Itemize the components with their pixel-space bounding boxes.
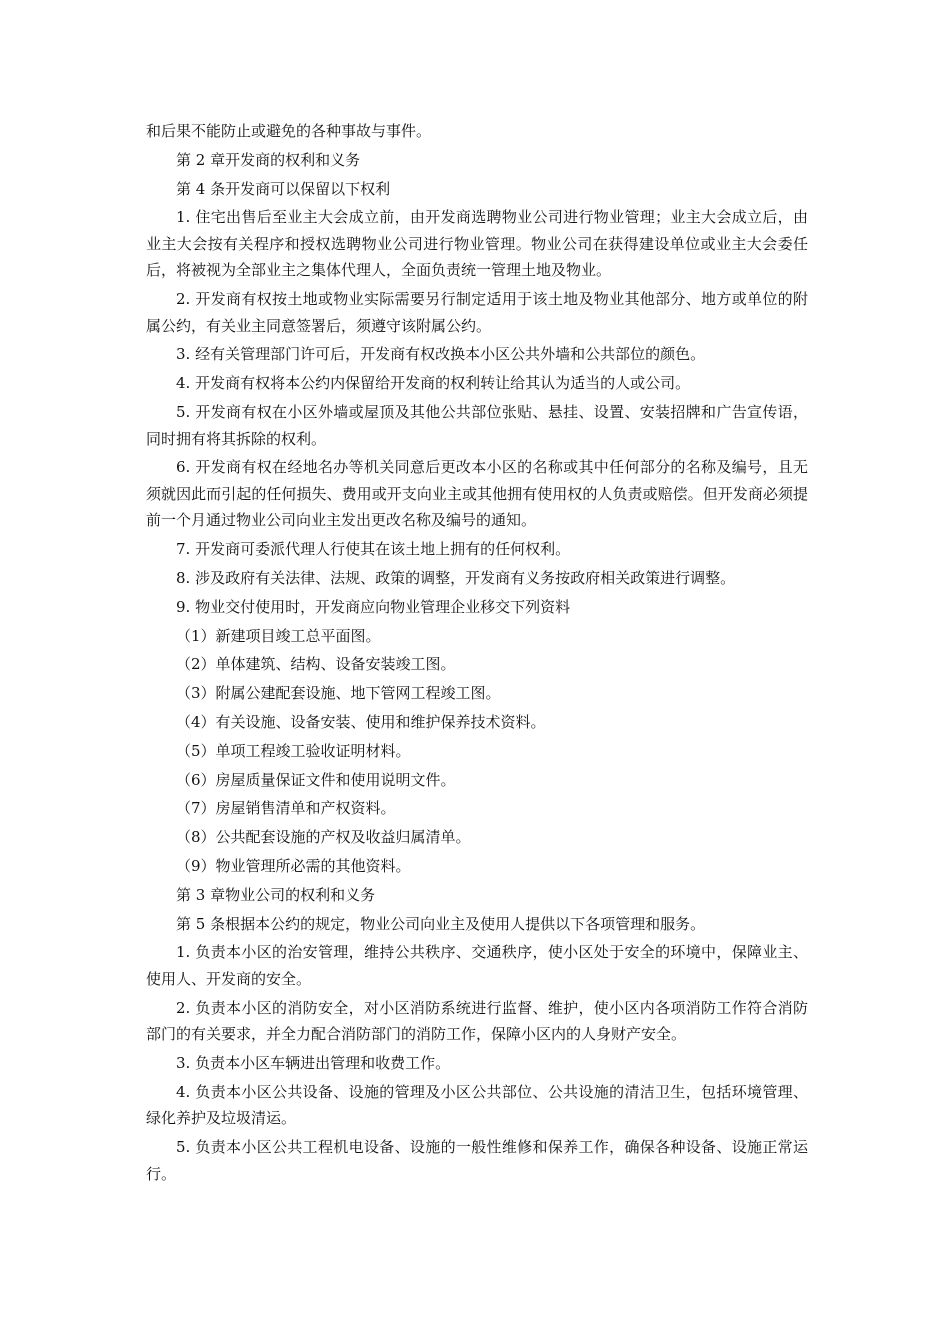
sub-list-item: （1）新建项目竣工总平面图。 [176,626,381,645]
list-item: 2. 负责本小区的消防安全，对小区消防系统进行监督、维护，使小区内各项消防工作符合消防部门的有关要求，并全力配合消防部门的消防工作，保障小区内的人身财产安全。 [146,998,808,1044]
list-item: 3. 经有关管理部门许可后，开发商有权改换本小区公共外墙和公共部位的颜色。 [176,345,706,364]
list-item: 1. 住宅出售后至业主大会成立前，由开发商选聘物业公司进行物业管理；业主大会成立后，由业主大会按有关程序和授权选聘物业公司进行物业管理。物业公司在获得建设单位或业主大会委任后，将被视为全部业主之集体代理人，全面负责统一管理土地及物业。 [146,208,808,280]
article-heading: 第 4 条开发商可以保留以下权利 [176,179,391,198]
chapter-heading: 第 2 章开发商的权利和义务 [176,150,361,169]
sub-list-item: （4）有关设施、设备安装、使用和维护保养技术资料。 [176,712,546,731]
sub-list-item: （2）单体建筑、结构、设备安装竣工图。 [176,655,456,674]
paragraph-continuation: 和后果不能防止或避免的各种事故与事件。 [146,122,432,140]
sub-list-item: （3）附属公建配套设施、地下管网工程竣工图。 [176,684,501,703]
sub-list-item: （5）单项工程竣工验收证明材料。 [176,741,411,760]
list-item: 1. 负责本小区的治安管理，维持公共秩序、交通秩序，使小区处于安全的环境中，保障业主、使用人、开发商的安全。 [146,943,808,988]
list-item: 6. 开发商有权在经地名办等机关同意后更改本小区的名称或其中任何部分的名称及编号，且无须就因此而引起的任何损失、费用或开支向业主或其他拥有使用权的人负责或赔偿。但开发商必须提前一个月通过物业公司向业主发出更改名称及编号的通知。 [146,458,808,530]
sub-list-item: （6）房屋质量保证文件和使用说明文件。 [176,770,456,789]
list-item: 4. 负责本小区公共设备、设施的管理及小区公共部位、公共设施的清洁卫生，包括环境管理、绿化养护及垃圾清运。 [146,1082,808,1128]
sub-list-item: （8）公共配套设施的产权及收益归属清单。 [176,828,471,847]
list-item: 5. 负责本小区公共工程机电设备、设施的一般性维修和保养工作，确保各种设备、设施正常运行。 [146,1138,808,1183]
list-item: 2. 开发商有权按土地或物业实际需要另行制定适用于该土地及物业其他部分、地方或单位的附属公约，有关业主同意签署后，须遵守该附属公约。 [146,290,808,335]
list-item: 3. 负责本小区车辆进出管理和收费工作。 [176,1053,451,1072]
document-page [146,118,808,1189]
list-item: 4. 开发商有权将本公约内保留给开发商的权利转让给其认为适当的人或公司。 [176,374,691,393]
list-item: 9. 物业交付使用时，开发商应向物业管理企业移交下列资料 [176,597,571,616]
list-item: 5. 开发商有权在小区外墙或屋顶及其他公共部位张贴、悬挂、设置、安装招牌和广告宣传语，同时拥有将其拆除的权利。 [146,403,808,448]
article-heading: 第 5 条根据本公约的规定，物业公司向业主及使用人提供以下各项管理和服务。 [176,914,706,933]
sub-list-item: （7）房屋销售清单和产权资料。 [176,799,396,818]
list-item: 8. 涉及政府有关法律、法规、政策的调整，开发商有义务按政府相关政策进行调整。 [176,568,736,587]
list-item: 7. 开发商可委派代理人行使其在该土地上拥有的任何权利。 [176,540,571,559]
chapter-heading: 第 3 章物业公司的权利和义务 [176,885,376,904]
sub-list-item: （9）物业管理所必需的其他资料。 [176,856,411,875]
